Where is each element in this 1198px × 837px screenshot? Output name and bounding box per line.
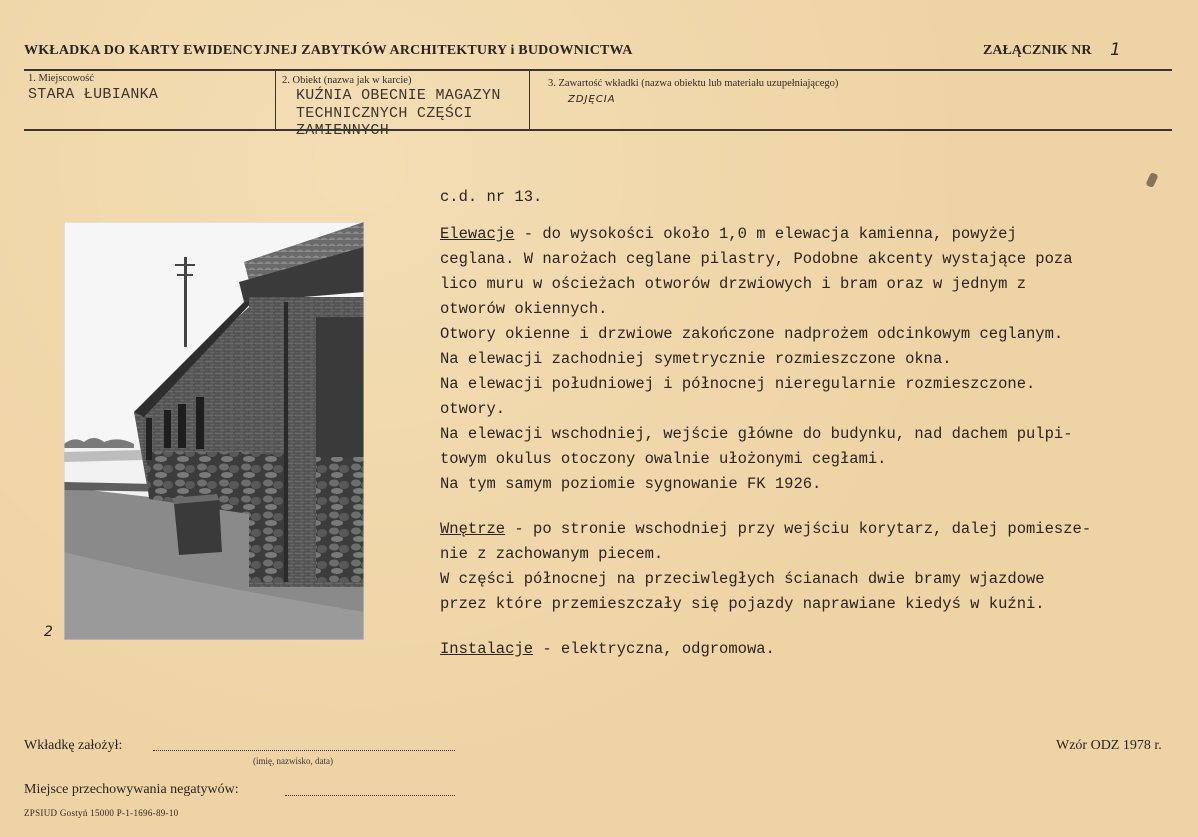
interior-line-1: Wnętrze - po stronie wschodniej przy wejściu korytarz, dalej pomiesze- xyxy=(440,520,1092,538)
description-text xyxy=(440,185,1170,662)
interior-line-2: nie z zachowanym piecem. xyxy=(440,545,664,563)
object-value-line-2: TECHNICZNYCH CZĘŚCI xyxy=(296,105,473,122)
photo-number: 2 xyxy=(44,624,53,640)
object-value-line-3: ZAMIENNYCH xyxy=(296,122,390,139)
elevations-line-1: Elewacje - do wysokości około 1,0 m elewacja kamienna, powyżej xyxy=(440,225,1017,243)
founder-hint: (imię, nazwisko, data) xyxy=(253,756,333,766)
interior-line-4: przez które przemieszczały się pojazdy naprawiane kiedyś w kuźni. xyxy=(440,595,1045,613)
installations-line: Instalacje - elektryczna, odgromowa. xyxy=(440,640,775,658)
form-title: WKŁADKA DO KARTY EWIDENCYJNEJ ZABYTKÓW ARCHITEKTURY i BUDOWNICTWA xyxy=(24,43,633,58)
object-label: 2. Obiekt (nazwa jak w karcie) xyxy=(282,75,412,86)
storage-label: Miejsce przechowywania negatywów: xyxy=(24,782,239,797)
elevations-line-10: towym okulus otoczony owalnie ułożonymi cegłami. xyxy=(440,450,887,468)
form-model: Wzór ODZ 1978 r. xyxy=(1056,738,1162,753)
founder-label: Wkładkę założył: xyxy=(24,738,123,753)
contents-label: 3. Zawartość wkładki (nazwa obiektu lub materiału uzupełniającego) xyxy=(548,78,839,89)
table-bottom-rule xyxy=(24,129,1172,131)
elevations-line-6: Na elewacji zachodniej symetrycznie rozmieszczone okna. xyxy=(440,350,952,368)
installations-heading: Instalacje xyxy=(440,640,534,658)
contents-value: ZDJĘCIA xyxy=(568,94,616,105)
building-photograph xyxy=(64,222,364,640)
locality-value: STARA ŁUBIANKA xyxy=(28,86,159,103)
elevations-line-9: Na elewacji wschodniej, wejście główne do budynku, nad dachem pulpi- xyxy=(440,425,1073,443)
storage-dotted-line xyxy=(285,795,455,796)
interior-heading: Wnętrze xyxy=(440,520,506,538)
annex-number: 1 xyxy=(1110,40,1121,60)
founder-dotted-line xyxy=(153,750,455,751)
printer-imprint: ZPSIUD Gostyń 15000 P-1-1696-89-10 xyxy=(24,808,179,818)
elevations-line-4: otworów okiennych. xyxy=(440,300,608,318)
object-value-line-1: KUŹNIA OBECNIE MAGAZYN xyxy=(296,87,501,104)
elevations-line-2: ceglana. W narożach ceglane pilastry, Podobne akcenty wystające poza xyxy=(440,250,1073,268)
interior-line-3: W części północnej na przeciwległych ścianach dwie bramy wjazdowe xyxy=(440,570,1045,588)
continuation-line: c.d. nr 13. xyxy=(440,188,543,206)
elevations-heading: Elewacje xyxy=(440,225,515,243)
elevations-line-11: Na tym samym poziomie sygnowanie FK 1926. xyxy=(440,475,822,493)
column-divider-1 xyxy=(275,71,276,129)
elevations-line-5: Otwory okienne i drzwiowe zakończone nadprożem odcinkowym ceglanym. xyxy=(440,325,1064,343)
table-top-rule xyxy=(24,69,1172,71)
elevations-line-3: lico muru w ościeżach otworów drzwiowych i bram oraz w jednym z xyxy=(440,275,1026,293)
annex-label: ZAŁĄCZNIK NR xyxy=(983,43,1092,58)
elevations-line-8: otwory. xyxy=(440,400,506,418)
elevations-line-7: Na elewacji południowej i północnej nieregularnie rozmieszczone. xyxy=(440,375,1036,393)
locality-label: 1. Miejscowość xyxy=(28,73,94,84)
column-divider-2 xyxy=(529,71,530,129)
